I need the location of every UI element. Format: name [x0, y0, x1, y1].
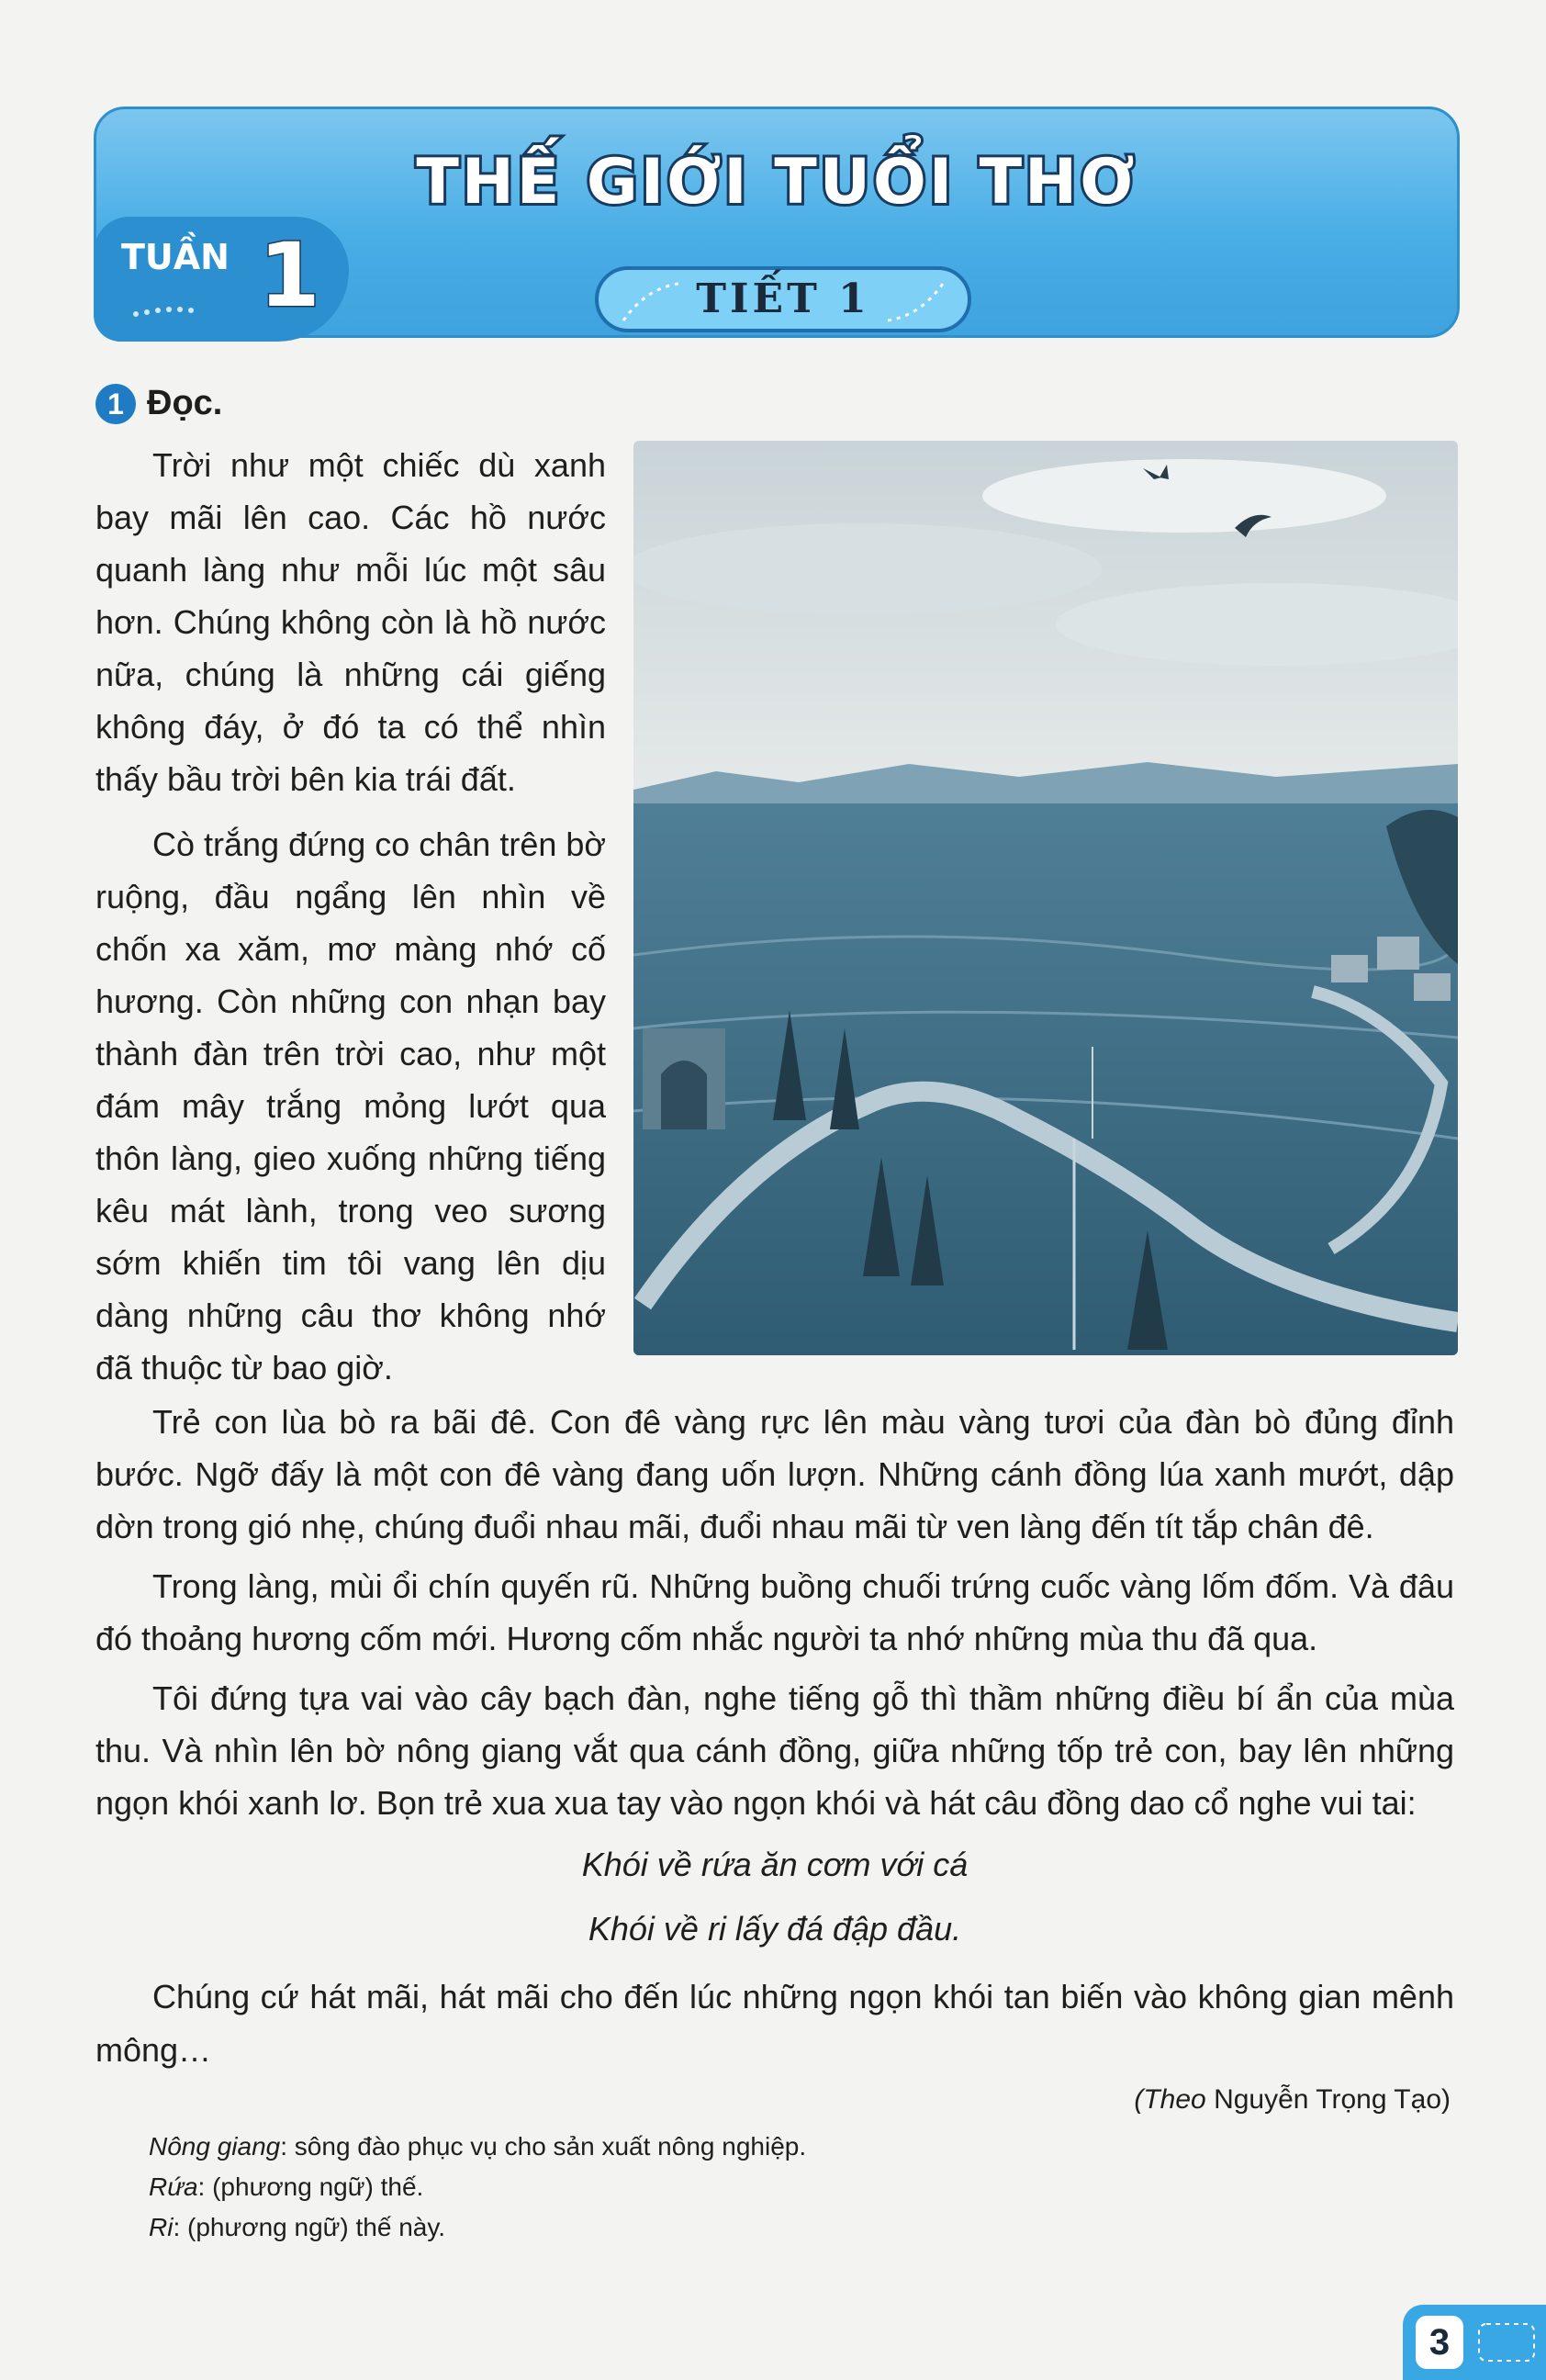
lesson-pill — [595, 266, 971, 332]
reading-paragraph: Trời như một chiếc dù xanh bay mãi lên cao. Các hồ nước quanh làng như mỗi lúc một sâu hơn. Chúng không còn là hồ nước nữa, chúng là những cái giếng không đáy, ở đó ta có thể nhìn thấy bầu trời bên kia trái đất. — [95, 446, 606, 798]
closing-paragraph — [95, 1970, 1454, 2077]
reading-paragraph: Cò trắng đứng co chân trên bờ ruộng, đầu ngẩng lên nhìn về chốn xa xăm, mơ màng nhớ cố hương. Còn những con nhạn bay thành đàn trên trời cao, như một đám mây trắng mỏng lướt qua thôn làng, gieo xuống những tiếng kêu mát lành, trong veo sương sớm khiến tim tôi vang lên dịu dàng những câu thơ không nhớ đã thuộc từ bao giờ. — [95, 825, 606, 1386]
glossary-term: Rứa — [149, 2172, 198, 2201]
poem-line: Khói về ri lấy đá đập đầu. — [588, 1910, 962, 1948]
glossary-item — [149, 2127, 806, 2167]
page-number-tab — [1403, 2305, 1546, 2380]
source-prefix: (Theo — [1134, 2084, 1206, 2115]
glossary-term: Ri — [149, 2213, 174, 2241]
glossary-item — [149, 2207, 806, 2248]
week-number: 1 — [259, 224, 320, 327]
glossary-notes — [149, 2127, 806, 2248]
source-author: Nguyễn Trọng Tạo) — [1214, 2084, 1451, 2115]
section-title: Đọc. — [147, 384, 223, 422]
dots-decoration-icon — [619, 279, 683, 325]
week-tab — [94, 217, 349, 342]
reading-column-narrow — [95, 439, 606, 1394]
page-number: 3 — [1416, 2316, 1463, 2369]
countryside-illustration — [633, 441, 1458, 1355]
week-label: TUẦN — [121, 237, 230, 277]
glossary-term: Nông giang — [149, 2132, 281, 2161]
section-number-badge: 1 — [95, 384, 136, 424]
glossary-definition: : sông đào phục vụ cho sản xuất nông nghiệp. — [280, 2132, 807, 2161]
glossary-item — [149, 2167, 806, 2207]
glossary-definition: : (phương ngữ) thế này. — [173, 2213, 446, 2241]
dots-decoration-icon — [883, 279, 947, 325]
poem-line: Khói về rứa ăn cơm với cá — [581, 1846, 969, 1883]
reading-paragraph: Trẻ con lùa bò ra bãi đê. Con đê vàng rực lên màu vàng tươi của đàn bò đủng đỉnh bước. Ngỡ đấy là một con đê vàng đang uốn lượn. Những cánh đồng lúa xanh mướt, dập dờn trong gió nhẹ, chúng đuổi nhau mãi, đuổi nhau mãi từ ven làng đến tít tắp chân đê. — [95, 1403, 1454, 1545]
source-citation — [1134, 2084, 1451, 2116]
dots-decoration-icon — [130, 301, 241, 320]
reading-paragraph: Chúng cứ hát mãi, hát mãi cho đến lúc những ngọn khói tan biến vào không gian mênh mông… — [95, 1978, 1454, 2069]
landscape-image-icon — [633, 441, 1458, 1355]
chapter-title: THẾ GIỚI TUỔI THƠ — [416, 146, 1137, 219]
reading-paragraph: Tôi đứng tựa vai vào cây bạch đàn, nghe tiếng gỗ thì thầm những điều bí ẩn của mùa thu. Và nhìn lên bờ nông giang vắt qua cánh đồng, giữa những tốp trẻ con, bay lên những ngọn khói xanh lơ. Bọn trẻ xua xua tay vào ngọn khói và hát câu đồng dao cổ nghe vui tai: — [95, 1679, 1454, 1822]
reading-paragraph: Trong làng, mùi ổi chín quyến rũ. Những buồng chuối trứng cuốc vàng lốm đốm. Và đâu đó thoảng hương cốm mới. Hương cốm nhắc người ta nhớ những mùa thu đã qua. — [95, 1567, 1454, 1657]
stitch-decoration-icon — [1476, 2321, 1537, 2363]
reading-column-full — [95, 1396, 1454, 1836]
lesson-label: TIẾT 1 — [696, 275, 870, 322]
glossary-definition: : (phương ngữ) thế. — [197, 2172, 424, 2201]
